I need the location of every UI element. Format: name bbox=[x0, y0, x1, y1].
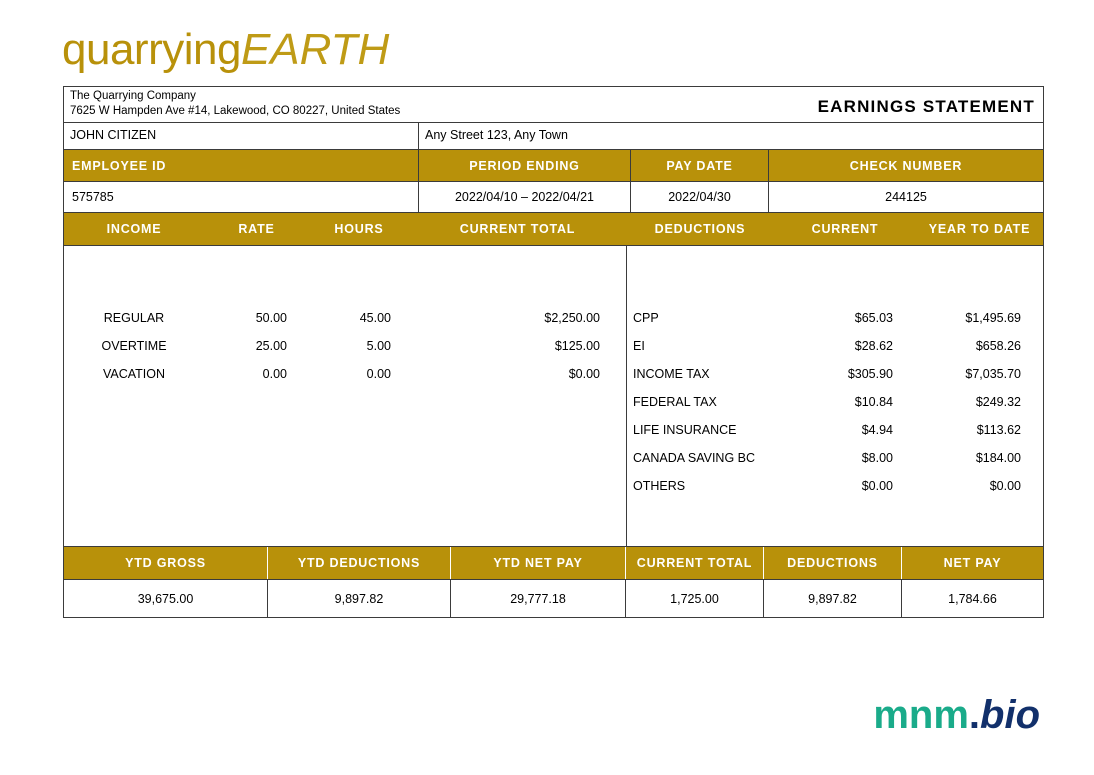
brand-logo-secondary: EARTH bbox=[240, 25, 390, 74]
totals-header-ytd-net-pay: YTD NET PAY bbox=[451, 547, 626, 579]
employee-row bbox=[64, 123, 1043, 150]
income-label: OVERTIME bbox=[101, 339, 167, 353]
meta-value-check-number: 244125 bbox=[885, 190, 927, 204]
table-row bbox=[64, 332, 626, 360]
income-label: REGULAR bbox=[103, 311, 165, 325]
deduction-current: $4.94 bbox=[861, 423, 893, 437]
totals-header-ytd-gross: YTD GROSS bbox=[64, 547, 268, 579]
deduction-ytd: $113.62 bbox=[976, 423, 1021, 437]
deduction-ytd: $0.00 bbox=[989, 479, 1021, 493]
company-name: The Quarrying Company bbox=[70, 90, 196, 102]
meta-value-employee-id: 575785 bbox=[64, 182, 419, 212]
company-title-row bbox=[64, 87, 1043, 123]
table-row bbox=[627, 444, 1043, 472]
footer-logo-secondary: bio bbox=[980, 693, 1040, 737]
earnings-statement-table bbox=[63, 86, 1044, 618]
totals-header-current-total: CURRENT TOTAL bbox=[626, 547, 764, 579]
deduction-ytd: $658.26 bbox=[975, 339, 1021, 353]
meta-value-pay-date: 2022/04/30 bbox=[631, 182, 769, 212]
income-current-total: $125.00 bbox=[554, 339, 600, 353]
table-row bbox=[627, 332, 1043, 360]
totals-value-ytd-net-pay: 29,777.18 bbox=[451, 580, 626, 617]
footer-logo bbox=[873, 693, 1040, 737]
income-section bbox=[64, 246, 627, 546]
deduction-label: EI bbox=[633, 339, 645, 353]
deduction-current: $10.84 bbox=[854, 395, 893, 409]
table-row bbox=[627, 360, 1043, 388]
income-current-total: $0.00 bbox=[568, 367, 600, 381]
meta-header-period-ending: PERIOD ENDING bbox=[419, 150, 631, 181]
deduction-label: LIFE INSURANCE bbox=[633, 423, 737, 437]
footer-logo-primary: mnm bbox=[873, 693, 969, 737]
statement-title: EARNINGS STATEMENT bbox=[817, 97, 1035, 116]
totals-value-net-pay: 1,784.66 bbox=[948, 591, 997, 606]
income-hours: 5.00 bbox=[366, 339, 391, 353]
detail-header-row bbox=[64, 213, 1043, 246]
totals-header-deductions: DEDUCTIONS bbox=[764, 547, 902, 579]
table-row bbox=[627, 416, 1043, 444]
column-header-current-total: CURRENT TOTAL bbox=[459, 222, 576, 236]
deduction-current: $0.00 bbox=[861, 479, 893, 493]
income-hours: 0.00 bbox=[366, 367, 391, 381]
meta-header-employee-id: EMPLOYEE ID bbox=[64, 150, 419, 181]
deduction-label: OTHERS bbox=[633, 479, 686, 493]
column-header-year-to-date: YEAR TO DATE bbox=[928, 222, 1031, 236]
deduction-current: $65.03 bbox=[854, 311, 893, 325]
income-label: VACATION bbox=[102, 367, 166, 381]
table-row bbox=[64, 360, 626, 388]
footer-logo-dot: . bbox=[968, 693, 981, 737]
brand-logo bbox=[62, 26, 389, 74]
employee-name: JOHN CITIZEN bbox=[64, 123, 419, 149]
company-block bbox=[64, 87, 818, 122]
deduction-ytd: $7,035.70 bbox=[965, 367, 1021, 381]
deduction-label: INCOME TAX bbox=[633, 367, 710, 381]
column-header-current: CURRENT bbox=[811, 222, 879, 236]
income-current-total: $2,250.00 bbox=[544, 311, 600, 325]
column-header-rate: RATE bbox=[238, 222, 275, 236]
totals-header-net-pay: NET PAY bbox=[943, 556, 1002, 570]
deduction-label: CPP bbox=[633, 311, 659, 325]
totals-value-deductions: 9,897.82 bbox=[764, 580, 902, 617]
deduction-label: CANADA SAVING BC bbox=[633, 451, 756, 465]
deduction-current: $8.00 bbox=[861, 451, 893, 465]
deduction-ytd: $1,495.69 bbox=[965, 311, 1021, 325]
income-rate: 50.00 bbox=[255, 311, 287, 325]
deduction-ytd: $184.00 bbox=[975, 451, 1021, 465]
column-header-deductions: DEDUCTIONS bbox=[654, 222, 746, 236]
totals-header-ytd-deductions: YTD DEDUCTIONS bbox=[268, 547, 451, 579]
totals-values-row bbox=[64, 580, 1043, 617]
meta-value-period-ending: 2022/04/10 – 2022/04/21 bbox=[419, 182, 631, 212]
table-row bbox=[64, 304, 626, 332]
column-header-income: INCOME bbox=[106, 222, 162, 236]
employee-address: Any Street 123, Any Town bbox=[425, 128, 568, 142]
deduction-current: $305.90 bbox=[847, 367, 893, 381]
deduction-label: FEDERAL TAX bbox=[633, 395, 717, 409]
totals-value-current-total: 1,725.00 bbox=[626, 580, 764, 617]
deductions-section bbox=[627, 246, 1043, 546]
income-hours: 45.00 bbox=[359, 311, 391, 325]
table-row bbox=[627, 472, 1043, 500]
meta-values-row bbox=[64, 182, 1043, 213]
deduction-ytd: $249.32 bbox=[975, 395, 1021, 409]
income-rate: 0.00 bbox=[262, 367, 287, 381]
meta-header-check-number: CHECK NUMBER bbox=[849, 158, 963, 173]
brand-logo-primary: quarrying bbox=[62, 25, 241, 74]
income-rate: 25.00 bbox=[255, 339, 287, 353]
column-header-hours: HOURS bbox=[334, 222, 384, 236]
meta-header-pay-date: PAY DATE bbox=[631, 150, 769, 181]
totals-value-ytd-gross: 39,675.00 bbox=[64, 580, 268, 617]
table-row bbox=[627, 304, 1043, 332]
company-address: 7625 W Hampden Ave #14, Lakewood, CO 80227, United States bbox=[70, 105, 401, 117]
totals-header-row bbox=[64, 546, 1043, 580]
meta-header-row bbox=[64, 150, 1043, 182]
totals-value-ytd-deductions: 9,897.82 bbox=[268, 580, 451, 617]
detail-body bbox=[64, 246, 1043, 546]
deduction-current: $28.62 bbox=[854, 339, 893, 353]
table-row bbox=[627, 388, 1043, 416]
